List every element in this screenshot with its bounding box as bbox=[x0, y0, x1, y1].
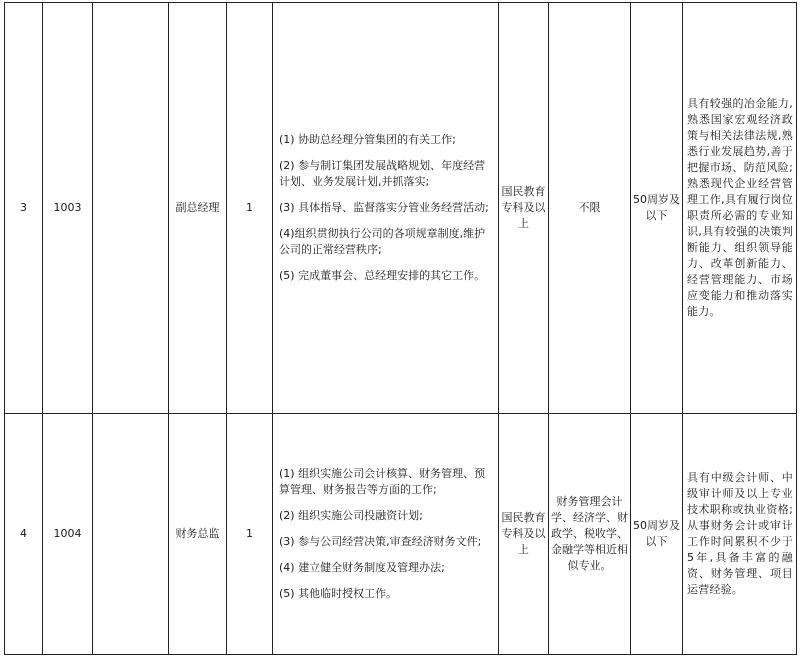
duty-item: (1) 协助总经理分管集团的有关工作; bbox=[279, 133, 456, 146]
major-cell: 财务管理会计学、经济学、财政学、税收学、金融学等相近相似专业。 bbox=[549, 414, 631, 655]
duty-item: (4)组织贯彻执行公司的各项规章制度,维护公司的正常经营秩序; bbox=[279, 227, 486, 256]
seq-cell: 3 bbox=[5, 3, 43, 414]
duties-cell bbox=[273, 414, 499, 655]
duties-cell bbox=[273, 3, 499, 414]
duty-item: (2) 组织实施公司投融资计划; bbox=[279, 509, 423, 522]
education-cell: 国民教育专科及以上 bbox=[499, 414, 549, 655]
count-cell: 1 bbox=[227, 414, 273, 655]
position-cell: 财务总监 bbox=[169, 414, 227, 655]
table-row bbox=[5, 414, 797, 655]
age-cell: 50周岁及以下 bbox=[631, 3, 683, 414]
dept-cell bbox=[93, 414, 169, 655]
job-table bbox=[4, 2, 797, 655]
duty-item: (3) 参与公司经营决策,审查经济财务文件; bbox=[279, 535, 482, 548]
major-cell: 不限 bbox=[549, 3, 631, 414]
count-cell: 1 bbox=[227, 3, 273, 414]
duty-item: (3) 具体指导、监督落实分管业务经营活动; bbox=[279, 201, 489, 214]
age-cell: 50周岁及以下 bbox=[631, 414, 683, 655]
requirements-cell: 具有中级会计师、中级审计师及以上专业技术职称或执业资格;从事财务会计或审计工作时间累积不少于5年,具备丰富的融资、财务管理、项目运营经验。 bbox=[683, 414, 797, 655]
duty-item: (5) 其他临时授权工作。 bbox=[279, 587, 398, 600]
duty-item: (4) 建立健全财务制度及管理办法; bbox=[279, 561, 445, 574]
code-cell: 1003 bbox=[43, 3, 93, 414]
seq-cell: 4 bbox=[5, 414, 43, 655]
position-cell: 副总经理 bbox=[169, 3, 227, 414]
duty-item: (1) 组织实施公司会计核算、财务管理、预算管理、财务报告等方面的工作; bbox=[279, 467, 486, 496]
requirements-cell: 具有较强的冶金能力,熟悉国家宏观经济政策与相关法律法规,熟悉行业发展趋势,善于把握市场、防范风险;熟悉现代企业经营管理工作,具有履行岗位职责所必需的专业知识,具有较强的决策判断能力、组织领导能力、改革创新能力、经营管理能力、市场应变能力和推动落实能力。 bbox=[683, 3, 797, 414]
dept-cell bbox=[93, 3, 169, 414]
duty-item: (5) 完成董事会、总经理安排的其它工作。 bbox=[279, 269, 486, 282]
duty-item: (2) 参与制订集团发展战略规划、年度经营计划、业务发展计划,并抓落实; bbox=[279, 159, 486, 188]
table-row bbox=[5, 3, 797, 414]
code-cell: 1004 bbox=[43, 414, 93, 655]
education-cell: 国民教育专科及以上 bbox=[499, 3, 549, 414]
